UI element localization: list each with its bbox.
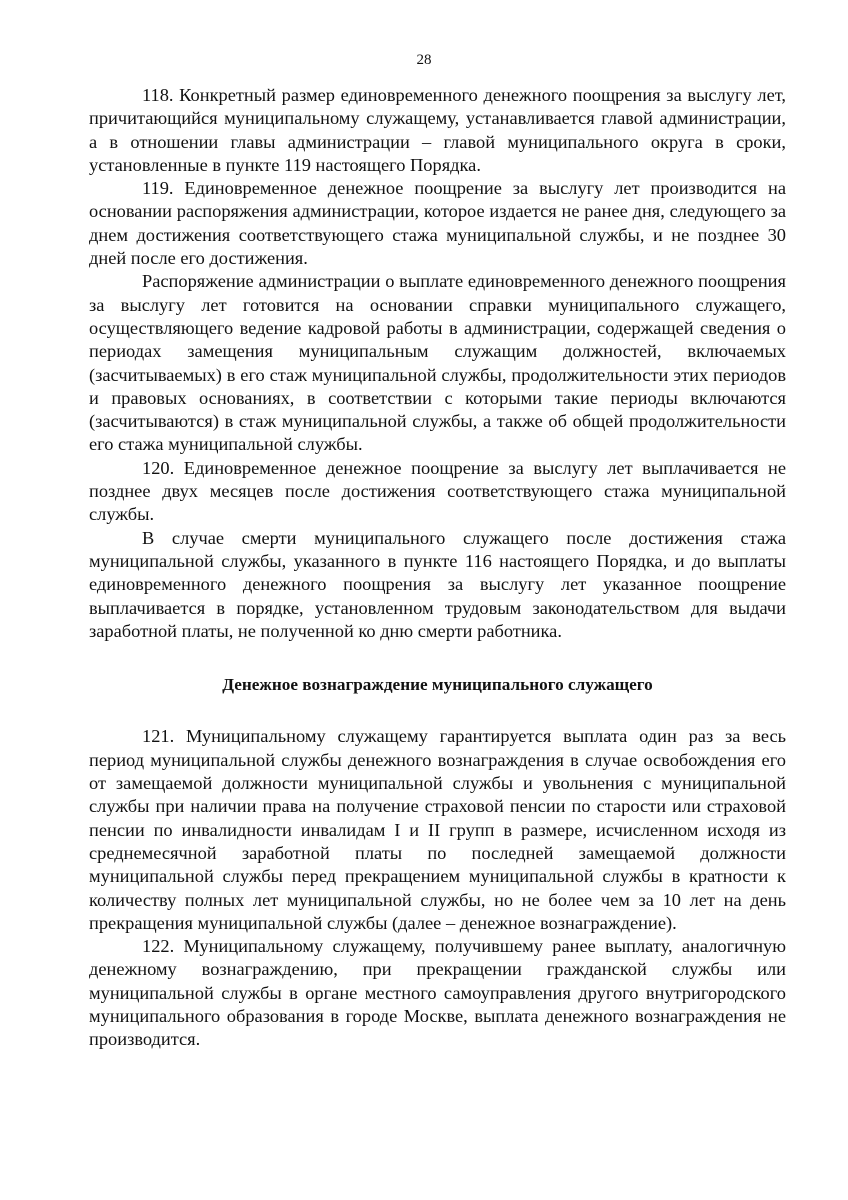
page-number: 28 <box>416 52 432 68</box>
paragraph-120: 120. Единовременное денежное поощрение за выслугу лет выплачивается не позднее двух месяцев после достижения соответствующего стажа муниципальной службы. <box>89 457 786 525</box>
paragraph-122: 122. Муниципальному служащему, получившему ранее выплату, аналогичную денежному вознаграждению, при прекращении гражданской службы или муниципальной службы в органе местного самоуправления другого внутригородского муниципального образования в городе Москве, выплата денежного вознаграждения не производится. <box>89 936 786 1050</box>
paragraph-119: 119. Единовременное денежное поощрение за выслугу лет производится на основании распоряжения администрации, которое издается не ранее дня, следующего за днем достижения соответствующего стажа муниципальной службы, и не позднее 30 дней после его достижения. <box>89 178 786 269</box>
paragraph-order-basis: Распоряжение администрации о выплате единовременного денежного поощрения за выслугу лет готовится на основании справки муниципального служащего, осуществляющего ведение кадровой работы в администрации, содержащей сведения о периодах замещения муниципальным служащим должностей, включаемых (засчитываемых) в его стаж муниципальной службы, продолжительности этих периодов и правовых основаниях, в соответствии с которыми такие периоды включаются (засчитываются) в стаж муниципальной службы, а также об общей продолжительности его стажа муниципальной службы. <box>89 271 786 455</box>
paragraph-death-case: В случае смерти муниципального служащего после достижения стажа муниципальной службы, указанного в пункте 116 настоящего Порядка, и до выплаты единовременного денежного поощрения за выслугу лет указанное поощрение выплачивается в порядке, установленном трудовым законодательством для выдачи заработной платы, не полученной ко дню смерти работника. <box>89 527 786 641</box>
document-body <box>89 84 786 1052</box>
paragraph-121: 121. Муниципальному служащему гарантируется выплата один раз за весь период муниципальной службы денежного вознаграждения в случае освобождения его от замещаемой должности муниципальной службы и увольнения с муниципальной службы при наличии права на получение страховой пенсии по старости или страховой пенсии по инвалидности инвалидам I и II групп в размере, исчисленном исходя из среднемесячной заработной платы по последней замещаемой должности муниципальной службы перед прекращением муниципальной службы в кратности к количеству полных лет муниципальной службы, но не более чем за 10 лет на день прекращения муниципальной службы (далее – денежное вознаграждение). <box>89 726 786 933</box>
section-heading: Денежное вознаграждение муниципального служащего <box>222 675 653 695</box>
paragraph-118: 118. Конкретный размер единовременного денежного поощрения за выслугу лет, причитающийся муниципальному служащему, устанавливается главой администрации, а в отношении главы администрации – главой муниципального округа в сроки, установленные в пункте 119 настоящего Порядка. <box>89 85 786 175</box>
